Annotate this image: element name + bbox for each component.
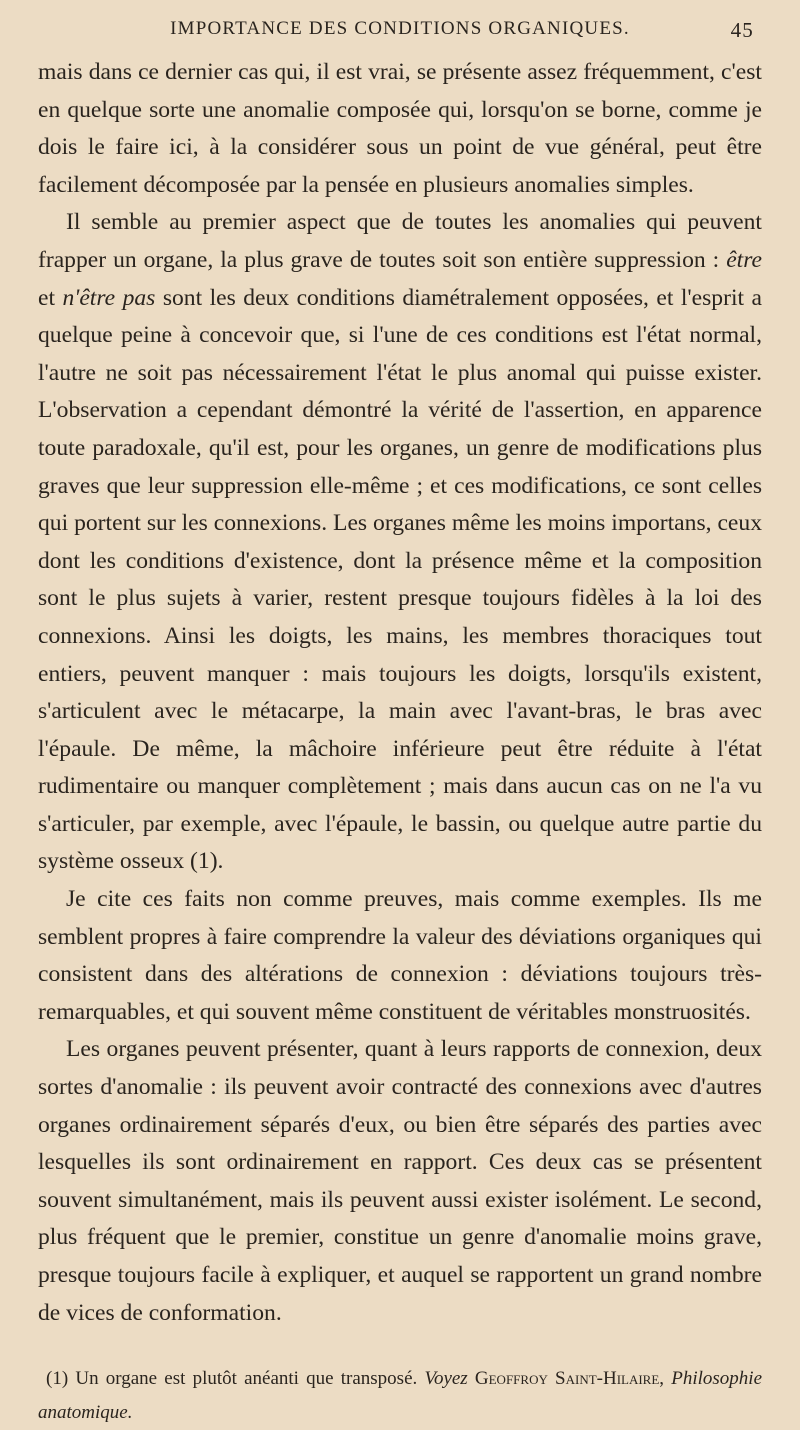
italic-etre: être [726, 246, 762, 273]
italic-netre-pas: n'être pas [62, 284, 156, 311]
footnote-voyez: Voyez [424, 1368, 468, 1390]
page-number: 45 [730, 18, 754, 42]
running-head [38, 18, 762, 48]
main-text [38, 54, 762, 1332]
paragraph-2-part3: sont les deux conditions diamétralement opposées, et l'esprit a quelque peine à concevoir que, si l'une de ces conditions est l'état normal, l'autre ne soit pas nécessairement l'état le plus anomal qui puisse exister. L'observation a cependant démontré la vérité de l'assertion, en apparence toute paradoxale, qu'il est, pour les organes, un genre de modifications plus graves que leur suppression elle-même ; et ces modifications, ce sont celles qui portent sur les connexions. Les organes même les moins importans, ceux dont les conditions d'existence, dont la présence même et la composition sont le plus sujets à varier, restent presque toujours fidèles à la loi des connexions. Ainsi les doigts, les mains, les membres thoraciques tout entiers, peuvent manquer : mais toujours les doigts, lorsqu'ils existent, s'articulent avec le métacarpe, la main avec l'avant-bras, le bras avec l'épaule. De même, la mâchoire inférieure peut être réduite à l'état rudimentaire ou manquer complètement ; mais dans aucun cas on ne l'a vu s'articuler, par exemple, avec l'épaule, le bassin, ou quelque autre partie du système osseux (1). [38, 284, 762, 875]
paragraph-2 [38, 204, 762, 881]
paragraph-2-part2: et [38, 284, 56, 311]
footnote-text: Un organe est plutôt anéanti que transposé. [75, 1368, 418, 1390]
footnote-work: Philosophie anatomique. [38, 1368, 763, 1424]
footnote-author: Geoffroy Saint-Hilaire [474, 1368, 660, 1390]
running-title: IMPORTANCE DES CONDITIONS ORGANIQUES. [170, 18, 630, 39]
paragraph-4: Les organes peuvent présenter, quant à leurs rapports de connexion, deux sortes d'anomalie : ils peuvent avoir contracté des connexions avec d'autres organes ordinairement séparés d'eux, ou bien être séparés des parties avec lesquelles ils sont ordinairement en rapport. Ces deux cas se présentent souvent simultanément, mais ils peuvent aussi exister isolément. Le second, plus fréquent que le premier, constitue un genre d'anomalie moins grave, presque toujours facile à expliquer, et auquel se rapportent un grand nombre de vices de conformation. [38, 1036, 762, 1326]
footnote: (1) Un organe est plutôt anéanti que transposé. Voyez Geoffroy Saint-Hilaire, Philosophie anatomique. [38, 1368, 763, 1424]
footnote-marker: (1) [46, 1368, 69, 1390]
paragraph-2-part1: Il semble au premier aspect que de toutes les anomalies qui peuvent frapper un organe, la plus grave de toutes soit son entière suppression : [38, 209, 762, 273]
paragraph-3: Je cite ces faits non comme preuves, mais comme exemples. Ils me semblent propres à faire comprendre la valeur des déviations organiques qui consistent dans des altérations de connexion : déviations toujours très-remarquables, et qui souvent même constituent de véritables monstruosités. [38, 886, 762, 1025]
paragraph-1: mais dans ce dernier cas qui, il est vrai, se présente assez fréquemment, c'est en quelque sorte une anomalie composée qui, lorsqu'on se borne, comme je dois le faire ici, à la considérer sous un point de vue général, peut être facilement décomposée par la pensée en plusieurs anomalies simples. [38, 59, 762, 198]
book-page [38, 18, 762, 1430]
